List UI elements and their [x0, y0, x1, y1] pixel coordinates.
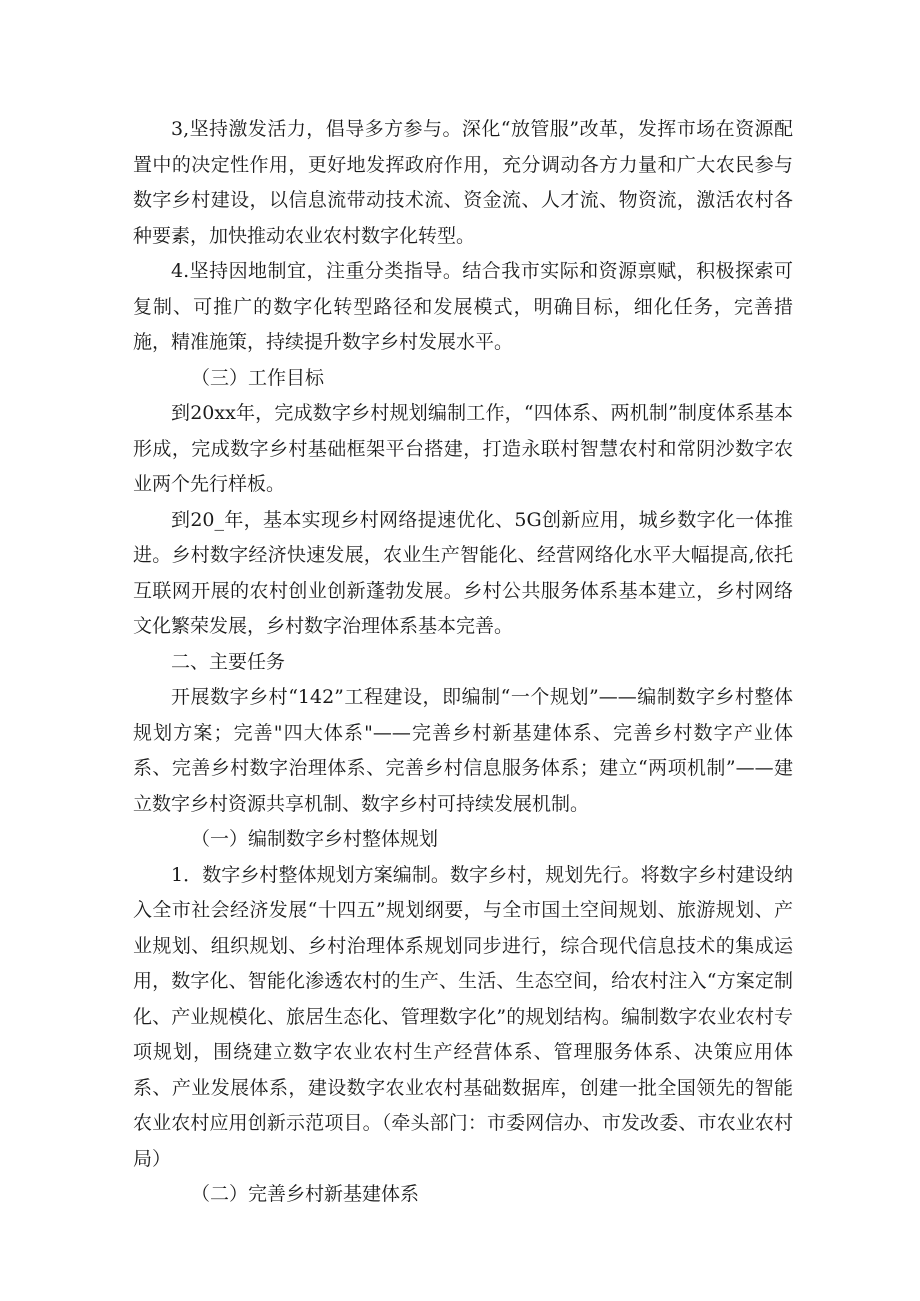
- paragraph-142-project: 开展数字乡村“142”工程建设，即编制“一个规划”——编制数字乡村整体规划方案；完善"四大体系"——完善乡村新基建体系、完善乡村数字产业体系、完善乡村数字治理体系、完善乡村信息服务体系；建立“两项机制”——建立数字乡村资源共享机制、数字乡村可持续发展机制。: [133, 686, 793, 815]
- document-page: [133, 112, 793, 1213]
- section-heading-main-tasks: 二、主要任务: [171, 650, 286, 673]
- section-heading-work-goals: （三）工作目标: [191, 366, 325, 389]
- paragraph-principle-4: 4.坚持因地制宜，注重分类指导。结合我市实际和资源禀赋，积极探索可复制、可推广的数字化转型路径和发展模式，明确目标，细化任务，完善措施，精准施策，持续提升数字乡村发展水平。: [133, 260, 793, 353]
- paragraph-plan-compilation: 1．数字乡村整体规划方案编制。数字乡村，规划先行。将数字乡村建设纳入全市社会经济发展“十四五”规划纲要，与全市国土空间规划、旅游规划、产业规划、组织规划、乡村治理体系规划同步进行，综合现代信息技术的集成运用，数字化、智能化渗透农村的生产、生活、生态空间，给农村注入“方案定制化、产业规模化、旅居生态化、管理数字化”的规划结构。编制数字农业农村专项规划，围绕建立数字农业农村生产经营体系、管理服务体系、决策应用体系、产业发展体系，建设数字农业农村基础数据库，创建一批全国领先的智能农业农村应用创新示范项目。（牵头部门：市委网信办、市发改委、市农业农村局）: [133, 863, 793, 1170]
- paragraph-goal-2: 到20_年，基本实现乡村网络提速优化、5G创新应用，城乡数字化一体推进。乡村数字经济快速发展，农业生产智能化、经营网络化水平大幅提高,依托互联网开展的农村创业创新蓬勃发展。乡村公共服务体系基本建立，乡村网络文化繁荣发展，乡村数字治理体系基本完善。: [133, 508, 793, 637]
- paragraph-goal-1: 到20xx年，完成数字乡村规划编制工作，“四体系、两机制”制度体系基本形成，完成数字乡村基础框架平台搭建，打造永联村智慧农村和常阴沙数字农业两个先行样板。: [133, 402, 793, 495]
- paragraph-principle-3: 3,坚持激发活力，倡导多方参与。深化“放管服”改革，发挥市场在资源配置中的决定性作用，更好地发挥政府作用，充分调动各方力量和广大农民参与数字乡村建设，以信息流带动技术流、资金流、人才流、物资流，激活农村各种要素，加快推动农业农村数字化转型。: [133, 118, 793, 247]
- section-heading-overall-plan: （一）编制数字乡村整体规划: [191, 828, 439, 850]
- section-heading-new-infrastructure: （二）完善乡村新基建体系: [191, 1183, 420, 1205]
